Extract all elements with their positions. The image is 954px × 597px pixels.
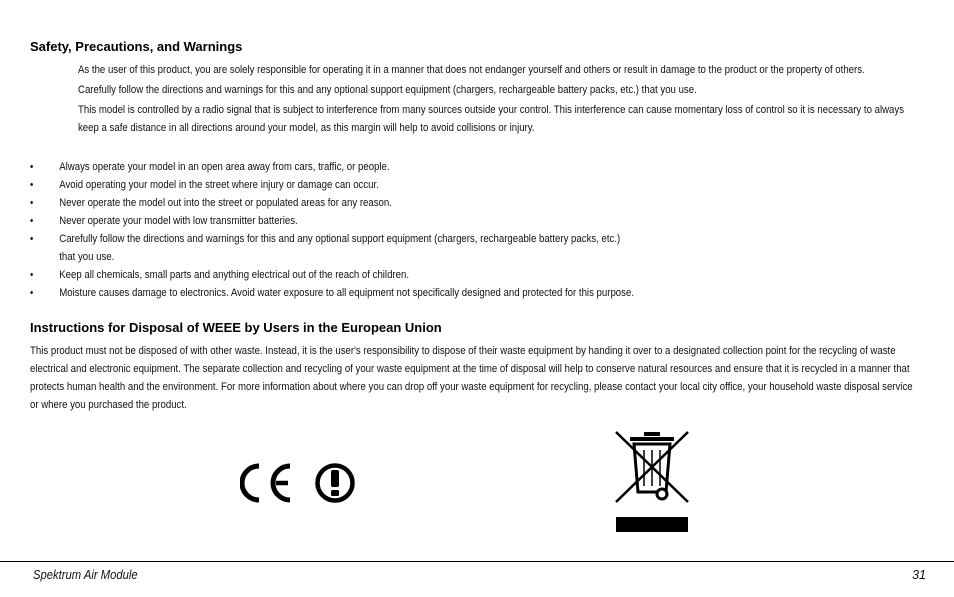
weee-paragraph: This product must not be disposed of with other waste. Instead, it is the user's responsibility to dispose of their waste equipment by handing it over to a designated collection point for the recycling of waste electrical and electronic equipment. The separate collection and recycling of your waste equipment at the time of disposal will help to conserve natural resources and ensure that it is recycled in a manner that protects human health and the environment. For more information about where you can drop off your waste equipment for recycling, please contact your local city office, your household waste disposal service or where you purchased the product. — [30, 345, 913, 411]
ce-alert-marks — [240, 462, 358, 504]
bullet-icon: • — [30, 215, 34, 227]
footer-title: Spektrum Air Module — [33, 568, 138, 582]
list-item: • Carefully follow the directions and warnings for this and any optional support equipment (chargers, rechargeable battery packs, etc.) that you use. — [30, 230, 942, 266]
bullet-icon: • — [30, 179, 34, 191]
list-item: • Avoid operating your model in the street where injury or damage can occur. — [30, 176, 942, 194]
list-item: • Keep all chemicals, small parts and anything electrical out of the reach of children. — [30, 266, 942, 284]
safety-paragraph: As the user of this product, you are solely responsible for operating it in a manner that does not endanger yourself and others or result in damage to the product or the property of others. — [78, 64, 865, 76]
bullet-icon: • — [30, 269, 34, 281]
bullet-continuation: that you use. — [59, 251, 115, 263]
ce-mark-icon — [242, 466, 290, 500]
footer-divider — [0, 561, 954, 562]
list-item: • Never operate your model with low transmitter batteries. — [30, 212, 942, 230]
safety-heading: Safety, Precautions, and Warnings — [30, 39, 243, 54]
page-number: 31 — [912, 568, 926, 582]
list-item: • Never operate the model out into the street or populated areas for any reason. — [30, 194, 942, 212]
list-item: • Moisture causes damage to electronics. Avoid water exposure to all equipment not specifically designed and protected for this purpose. — [30, 284, 942, 302]
safety-paragraph: This model is controlled by a radio signal that is subject to interference from many sources outside your control. This interference can cause momentary loss of control so it is necessary to always keep a safe distance in all directions around your model, as this margin will help to avoid collisions or injury. — [78, 104, 905, 134]
safety-paragraphs — [78, 61, 919, 139]
class-2-alert-icon — [318, 466, 353, 501]
bullet-icon: • — [30, 161, 34, 173]
crossed-out-wheelie-bin-icon — [614, 430, 690, 534]
list-item: • Always operate your model in an open area away from cars, traffic, or people. — [30, 158, 942, 176]
bullet-icon: • — [30, 233, 34, 245]
bullet-icon: • — [30, 197, 34, 209]
safety-bullet-list — [30, 158, 942, 302]
bullet-icon: • — [30, 287, 34, 299]
weee-heading: Instructions for Disposal of WEEE by Users in the European Union — [30, 320, 442, 335]
safety-paragraph: Carefully follow the directions and warnings for this and any optional support equipment (chargers, rechargeable battery packs, etc.) that you use. — [78, 84, 697, 96]
